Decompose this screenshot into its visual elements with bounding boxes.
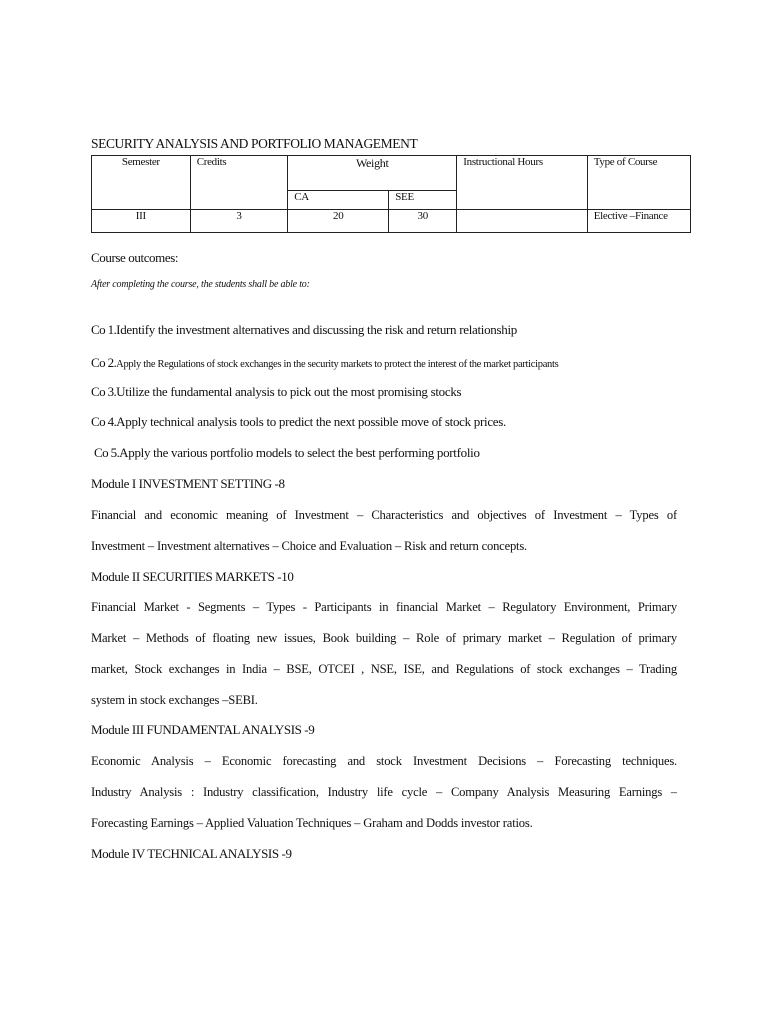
text-line: Industry Analysis : Industry classification, Industry life cycle – Company Analysis Measuring Earnings – bbox=[91, 785, 677, 799]
cell-credits: 3 bbox=[190, 210, 288, 233]
header-credits: Credits bbox=[190, 156, 288, 210]
text-line: system in stock exchanges –SEBI. bbox=[91, 693, 258, 707]
course-details-table bbox=[91, 155, 691, 233]
outcome-label: Co 3. bbox=[91, 384, 117, 399]
course-outcome-item bbox=[91, 414, 506, 430]
module-heading: Module IV TECHNICAL ANALYSIS -9 bbox=[91, 846, 292, 861]
outcome-text: Apply the Regulations of stock exchanges in the security markets to protect the interest of the market participants bbox=[116, 359, 559, 370]
cell-type-of-course: Elective –Finance bbox=[587, 210, 690, 233]
course-outcome-item bbox=[91, 322, 517, 338]
document-title: SECURITY ANALYSIS AND PORTFOLIO MANAGEMENT bbox=[91, 136, 418, 151]
text-line: Economic Analysis – Economic forecasting and stock Investment Decisions – Forecasting techniques. bbox=[91, 754, 677, 768]
header-instructional-hours: Instructional Hours bbox=[457, 156, 587, 210]
text-line: Market – Methods of floating new issues, Book building – Role of primary market – Regulation of primary bbox=[91, 631, 677, 645]
outcome-label: Co 5. bbox=[94, 445, 120, 460]
course-outcome-item bbox=[91, 355, 558, 371]
outcome-label: Co 1. bbox=[91, 322, 117, 337]
cell-instructional-hours bbox=[457, 210, 587, 233]
header-type-of-course: Type of Course bbox=[587, 156, 690, 210]
outcome-text: Identify the investment alternatives and discussing the risk and return relationship bbox=[116, 322, 517, 337]
cell-semester: III bbox=[92, 210, 191, 233]
module-heading: Module III FUNDAMENTAL ANALYSIS -9 bbox=[91, 722, 315, 737]
header-ca: CA bbox=[288, 191, 389, 210]
module-description bbox=[91, 500, 677, 562]
header-see: SEE bbox=[389, 191, 457, 210]
text-line: Investment – Investment alternatives – Choice and Evaluation – Risk and return concepts. bbox=[91, 539, 528, 553]
header-weight: Weight bbox=[288, 156, 457, 191]
outcome-text: Utilize the fundamental analysis to pick out the most promising stocks bbox=[116, 384, 462, 399]
course-outcomes-intro: After completing the course, the students shall be able to: bbox=[91, 279, 310, 290]
outcome-label: Co 4. bbox=[91, 414, 117, 429]
module-description bbox=[91, 746, 677, 839]
text-line: Financial and economic meaning of Investment – Characteristics and objectives of Investment – Types of bbox=[91, 508, 677, 522]
module-heading: Module I INVESTMENT SETTING -8 bbox=[91, 476, 285, 491]
text-line: market, Stock exchanges in India – BSE, OTCEI , NSE, ISE, and Regulations of stock exchanges – Trading bbox=[91, 662, 677, 676]
text-line: Financial Market - Segments – Types - Participants in financial Market – Regulatory Environment, Primary bbox=[91, 600, 677, 614]
outcome-label: Co 2. bbox=[91, 355, 117, 370]
outcome-text: Apply the various portfolio models to select the best performing portfolio bbox=[119, 445, 480, 460]
course-outcome-item bbox=[94, 445, 480, 461]
course-outcome-item bbox=[91, 384, 461, 400]
course-outcomes-heading: Course outcomes: bbox=[91, 250, 179, 265]
module-heading: Module II SECURITIES MARKETS -10 bbox=[91, 569, 294, 584]
cell-ca: 20 bbox=[288, 210, 389, 233]
outcome-text: Apply technical analysis tools to predict the next possible move of stock prices. bbox=[116, 414, 506, 429]
module-description bbox=[91, 592, 677, 716]
cell-see: 30 bbox=[389, 210, 457, 233]
text-line: Forecasting Earnings – Applied Valuation Techniques – Graham and Dodds investor ratios. bbox=[91, 816, 533, 830]
header-semester: Semester bbox=[92, 156, 191, 210]
